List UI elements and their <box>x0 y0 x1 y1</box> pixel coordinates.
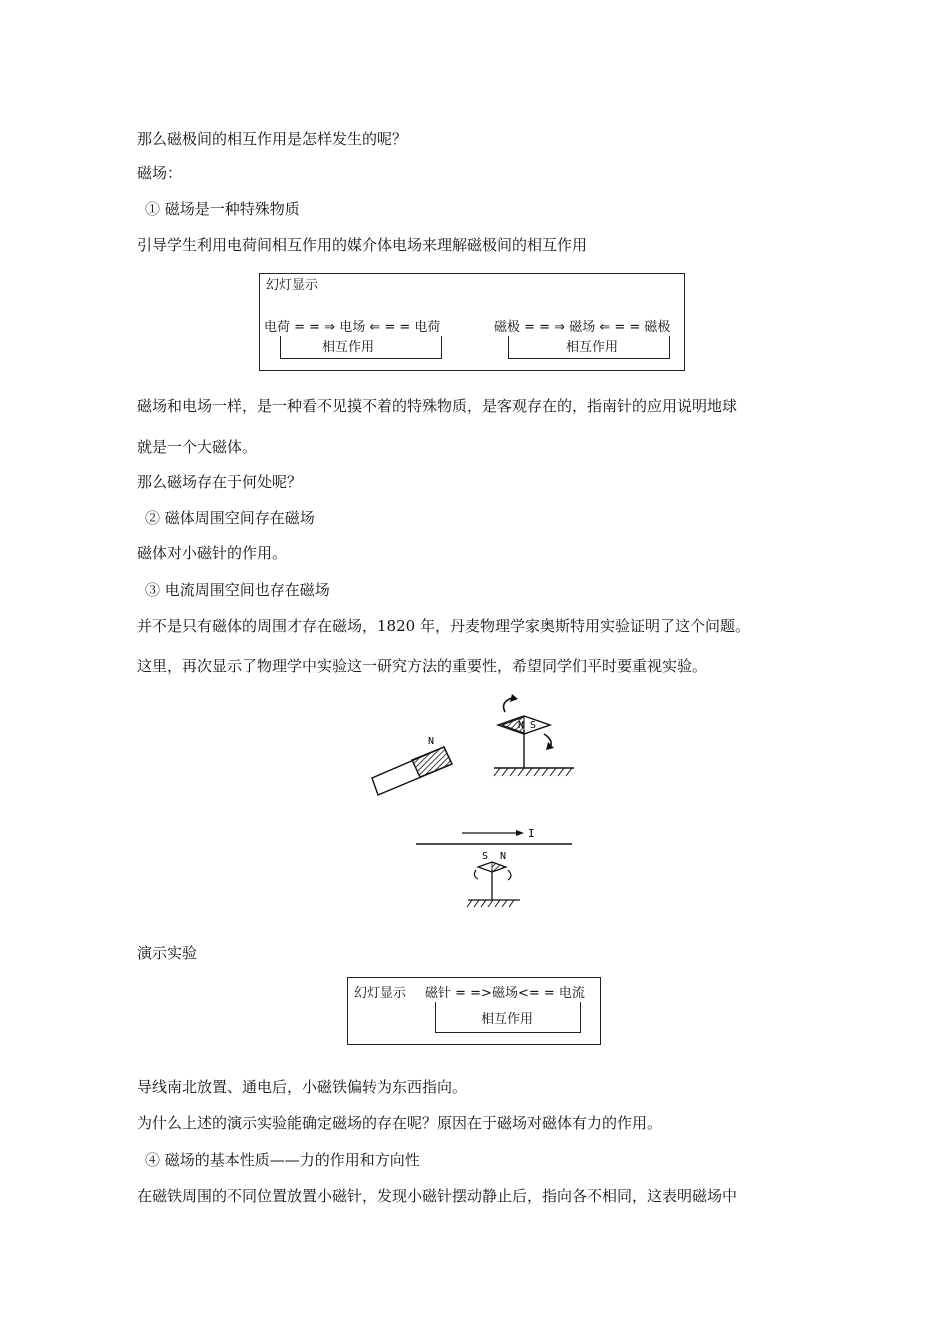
bar-magnet <box>372 747 452 795</box>
list-item-2: ② 磁体周围空间存在磁场 <box>145 509 315 527</box>
paragraph: 引导学生利用电荷间相互作用的媒介体电场来理解磁极间的相互作用 <box>137 236 588 254</box>
current-i-label: I <box>528 827 535 840</box>
paragraph: 这里，再次显示了物理学中实验这一研究方法的重要性，希望同学们平时要重视实验。 <box>137 657 708 675</box>
current-arrow-icon <box>516 830 524 836</box>
compass-needle <box>494 694 574 776</box>
rotation-arrow-icon <box>474 870 478 879</box>
list-item-3: ③ 电流周围空间也存在磁场 <box>145 581 330 599</box>
interaction-label-left: 相互作用 <box>322 340 375 355</box>
interaction-label: 相互作用 <box>481 1012 534 1027</box>
needle-n-label: N <box>518 720 525 731</box>
rotation-arrow-icon <box>508 870 511 880</box>
paragraph: 那么磁极间的相互作用是怎样发生的呢？ <box>137 130 408 148</box>
needle-s-label: S <box>482 851 489 862</box>
oersted-experiment-figure <box>412 822 577 912</box>
list-item-1: ① 磁场是一种特殊物质 <box>145 200 300 218</box>
paragraph: 磁场和电场一样，是一种看不见摸不着的特殊物质，是客观存在的，指南针的应用说明地球 <box>137 397 738 415</box>
paragraph: 磁场： <box>137 164 183 182</box>
paragraph: 那么磁场存在于何处呢？ <box>137 473 303 491</box>
paragraph: 就是一个大磁体。 <box>137 438 258 456</box>
small-compass-needle <box>467 862 520 907</box>
paragraph: 导线南北放置、通电后，小磁铁偏转为东西指向。 <box>137 1078 468 1096</box>
paragraph: 为什么上述的演示实验能确定磁场的存在呢？原因在于磁场对磁体有力的作用。 <box>137 1114 663 1132</box>
slide-title: 幻灯显示 <box>266 278 319 293</box>
needle-field-current-chain: 磁针 = =>磁场<= = 电流 <box>425 986 585 1001</box>
needle-s-label: S <box>530 720 537 731</box>
charge-field-chain: 电荷 = = ⇒ 电场 ⇐ = = 电荷 <box>264 320 441 335</box>
slide-display-box-2 <box>347 977 601 1045</box>
interaction-label-right: 相互作用 <box>566 340 619 355</box>
slide-display-box-1 <box>259 273 685 371</box>
magnet-n-label: N <box>428 736 435 747</box>
paragraph: 在磁铁周围的不同位置放置小磁针，发现小磁针摆动静止后，指向各不相同，这表明磁场中 <box>137 1187 738 1205</box>
needle-n-label: N <box>500 851 507 862</box>
paragraph: 演示实验 <box>137 944 198 962</box>
list-item-4: ④ 磁场的基本性质——力的作用和方向性 <box>145 1151 420 1169</box>
pole-field-chain: 磁极 = = ⇒ 磁场 ⇐ = = 磁极 <box>494 320 671 335</box>
paragraph: 磁体对小磁针的作用。 <box>137 544 288 562</box>
paragraph: 并不是只有磁体的周围才存在磁场，1820 年，丹麦物理学家奥斯特用实验证明了这个问题。 <box>137 617 750 635</box>
magnet-needle-figure <box>368 690 583 800</box>
slide-title: 幻灯显示 <box>354 986 407 1001</box>
